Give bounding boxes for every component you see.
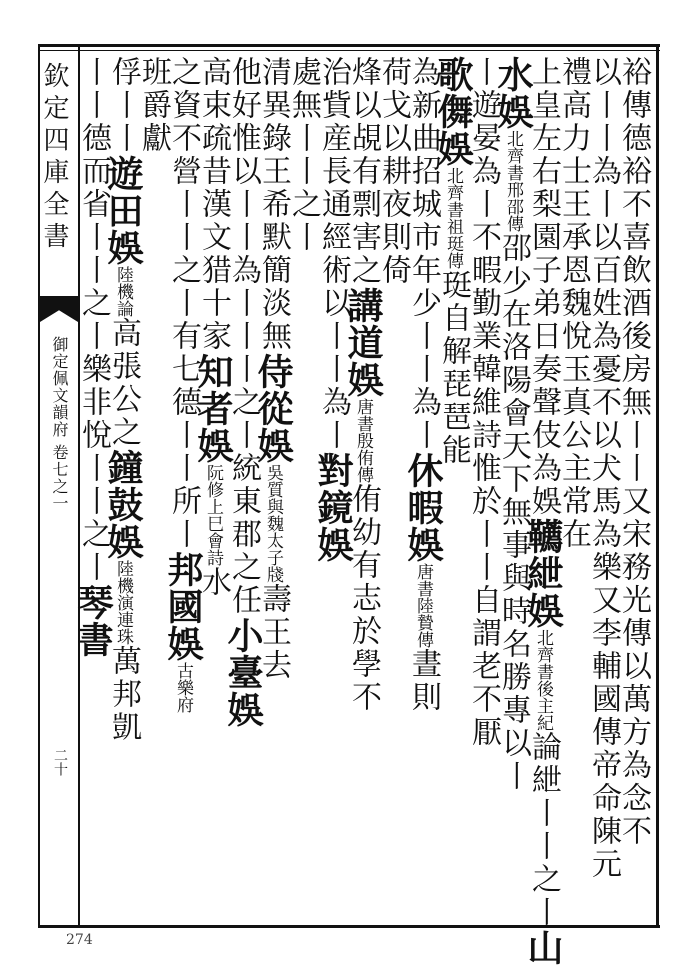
source-note: 唐書陸贄傳 xyxy=(413,563,433,648)
margin-title: 欽定四庫全書 xyxy=(39,62,69,254)
entry-heading: 琴書 xyxy=(72,584,114,658)
body-text: 高束疏昔漢文猎十家 xyxy=(196,56,231,353)
body-text: 萬邦凱 xyxy=(106,645,141,744)
body-text: 丨丨德而省丨丨之丨 xyxy=(76,56,111,353)
body-text: 為新曲招城市年少丨丨為丨 xyxy=(406,56,441,452)
body-text: 論紲丨丨之丨 xyxy=(526,731,561,929)
source-note: 阮修上巳會詩 xyxy=(203,464,223,566)
body-text: 禮高力士王承恩魏悅玉真公主常在 xyxy=(556,56,591,551)
page-number: 274 xyxy=(66,932,93,948)
body-text: 以丨丨為丨以百姓為憂不以犬馬為樂又李輔國傳帝命陳元 xyxy=(586,56,621,881)
body-text: 有七德丨丨所丨 xyxy=(166,320,201,551)
body-text: 水 xyxy=(196,566,231,599)
body-text: 他好惟以丨丨為丨 xyxy=(226,56,261,320)
folio-number: 二十 xyxy=(52,748,68,776)
body-text: 裕傳德裕不喜飲酒後房無丨丨又宋務光傳以萬方為念不 xyxy=(616,56,651,848)
entry-heading: 韉紲娛 xyxy=(522,518,564,629)
source-note: 北齊書祖珽傳 xyxy=(443,167,463,269)
entry-heading: 休暇娛 xyxy=(402,452,444,563)
margin-subtitle: 御定佩文韻府 卷七之一 xyxy=(50,336,69,513)
body-text: 治貲産長通經術以丨丨為丨 xyxy=(316,56,351,452)
entry-heading: 鐘鼓娛 xyxy=(102,449,144,560)
entry-heading: 水娛 xyxy=(492,56,534,130)
body-text: 處無丨丨之丨 xyxy=(286,56,321,254)
body-text: 樂非悅丨丨之丨 xyxy=(76,353,111,584)
source-note: 古樂府 xyxy=(173,662,193,713)
body-text: 侑幼有志於學不 xyxy=(346,483,381,714)
body-text: 晝則 xyxy=(406,648,441,714)
source-note: 吳質與魏太子牋 xyxy=(263,464,283,583)
entry-heading: 歌儛娛 xyxy=(432,56,474,167)
body-text: 班爵獻 xyxy=(136,56,171,155)
source-note: 北齊書邢邵傳 xyxy=(503,130,523,232)
body-text: 清異錄王希默簡淡無 xyxy=(256,56,291,353)
entry-heading: 邦國娛 xyxy=(162,551,204,662)
body-text: 壽王去 xyxy=(256,583,291,682)
body-text: 荷戈以耕夜則倚 xyxy=(376,56,411,287)
entry-heading: 對鏡娛 xyxy=(312,452,354,563)
frame-top-inner-rule xyxy=(38,50,660,51)
body-text: 丨遊晏為丨不暇勤業韓維詩惟於丨丨自謂老不厭 xyxy=(466,56,501,749)
body-text: 丨丨之丨統東郡之任 xyxy=(226,320,261,617)
source-note: 北齊書後主紀 xyxy=(533,629,553,731)
body-text: 高張公之 xyxy=(106,317,141,449)
source-note: 唐書殷侑傳 xyxy=(353,398,373,483)
source-note: 陸機論 xyxy=(113,266,133,317)
body-text: 珽自解琵琶能 xyxy=(436,269,471,467)
body-text: 上皇左右梨園子弟日奏聲伎為娛 xyxy=(526,56,561,518)
entry-heading: 侍從娛 xyxy=(252,353,294,464)
entry-heading: 小臺娛 xyxy=(222,617,264,728)
source-note: 陸機演連珠 xyxy=(113,560,133,645)
body-text: 之資不營丨丨之丨 xyxy=(166,56,201,320)
entry-heading: 遊田娛 xyxy=(102,155,144,266)
entry-heading: 知者娛 xyxy=(192,353,234,464)
frame-top-rule xyxy=(38,44,660,47)
body-text: 烽以覘有剽害之 xyxy=(346,56,381,287)
body-text: 俘丨丨 xyxy=(106,56,141,155)
entry-heading: 講道娛 xyxy=(342,287,384,398)
text-column xyxy=(66,56,120,658)
body-text: 邵少在洛陽會天下無事與時名勝專以丨 xyxy=(496,232,531,793)
entry-heading: 山 xyxy=(522,929,564,966)
